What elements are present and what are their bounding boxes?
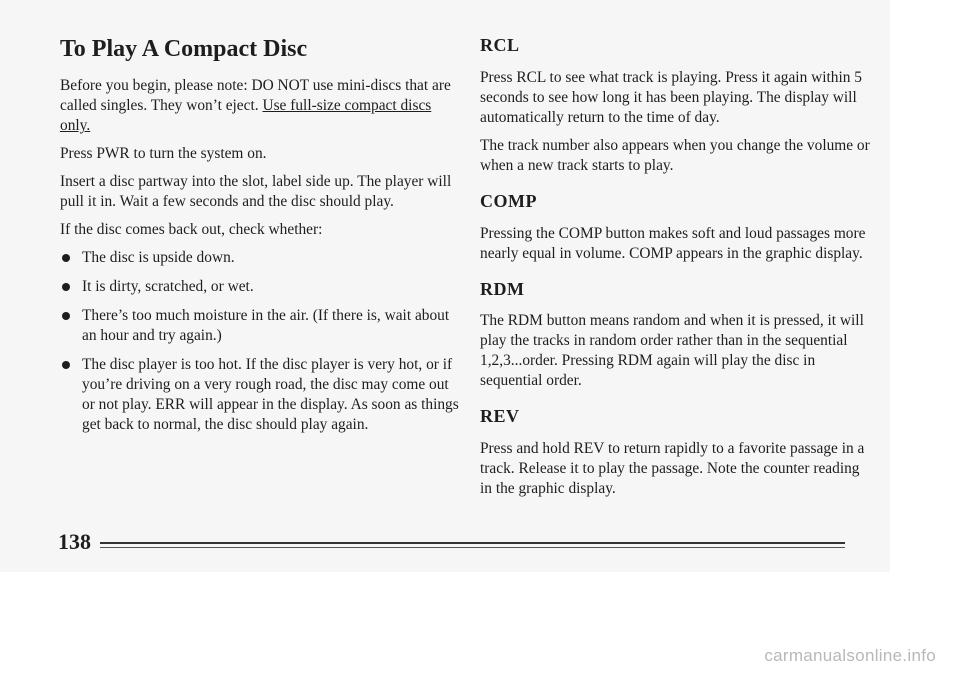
- list-item: The disc player is too hot. If the disc player is very hot, or if you’re driving on a very rough road, the disc may come out or not play. ERR will appear in the display. As soon as things get back to normal, the disc should play again.: [60, 355, 460, 435]
- check-list: [60, 248, 460, 435]
- bullet-icon: [62, 312, 70, 320]
- intro-text: Before you begin, please note: DO NOT use mini-discs that are called singles. They won’t eject.: [60, 77, 451, 115]
- comp-section: [480, 192, 870, 264]
- rcl-section: [480, 36, 870, 176]
- footer-rule: [100, 542, 845, 544]
- rdm-heading: RDM: [480, 278, 525, 299]
- check-paragraph: If the disc comes back out, check whether:: [60, 221, 323, 239]
- left-column: [60, 36, 460, 444]
- bullet-icon: [62, 283, 70, 291]
- page-title: To Play A Compact Disc: [60, 36, 308, 62]
- insert-paragraph: Insert a disc partway into the slot, label side up. The player will pull it in. Wait a few seconds and the disc should play.: [60, 173, 452, 211]
- rdm-section: [480, 280, 870, 392]
- rev-heading: REV: [480, 406, 520, 427]
- watermark-text: carmanualsonline.info: [764, 646, 936, 665]
- rcl-paragraph-2: The track number also appears when you change the volume or when a new track starts to play.: [480, 136, 870, 174]
- comp-heading: COMP: [480, 190, 537, 211]
- rcl-paragraph-1: Press RCL to see what track is playing. Press it again within 5 seconds to see how long it has been playing. The display will automatically return to the time of day.: [480, 68, 863, 126]
- page-number: 138: [58, 529, 91, 554]
- right-column: [480, 36, 870, 515]
- rcl-heading: RCL: [480, 35, 520, 55]
- footer-rule: [100, 547, 845, 548]
- comp-paragraph: Pressing the COMP button makes soft and loud passages more nearly equal in volume. COMP appears in the graphic display.: [480, 224, 866, 262]
- list-item: It is dirty, scratched, or wet.: [60, 277, 460, 297]
- intro-underlined-text: Use full-size compact discs only.: [60, 97, 432, 135]
- intro-paragraph: [60, 76, 460, 136]
- rev-section: [480, 407, 870, 499]
- rdm-paragraph: The RDM button means random and when it is pressed, it will play the tracks in random order rather than in the sequential 1,2,3...order. Pressing RDM again will play the disc in sequential order.: [480, 312, 864, 390]
- bullet-icon: [62, 361, 70, 369]
- power-paragraph: Press PWR to turn the system on.: [60, 145, 267, 163]
- bullet-icon: [62, 254, 70, 262]
- list-item: The disc is upside down.: [60, 248, 460, 268]
- rev-paragraph: Press and hold REV to return rapidly to a favorite passage in a track. Release it to play the passage. Note the counter reading in the graphic display.: [480, 440, 865, 498]
- list-item: There’s too much moisture in the air. (If there is, wait about an hour and try again.): [60, 306, 460, 346]
